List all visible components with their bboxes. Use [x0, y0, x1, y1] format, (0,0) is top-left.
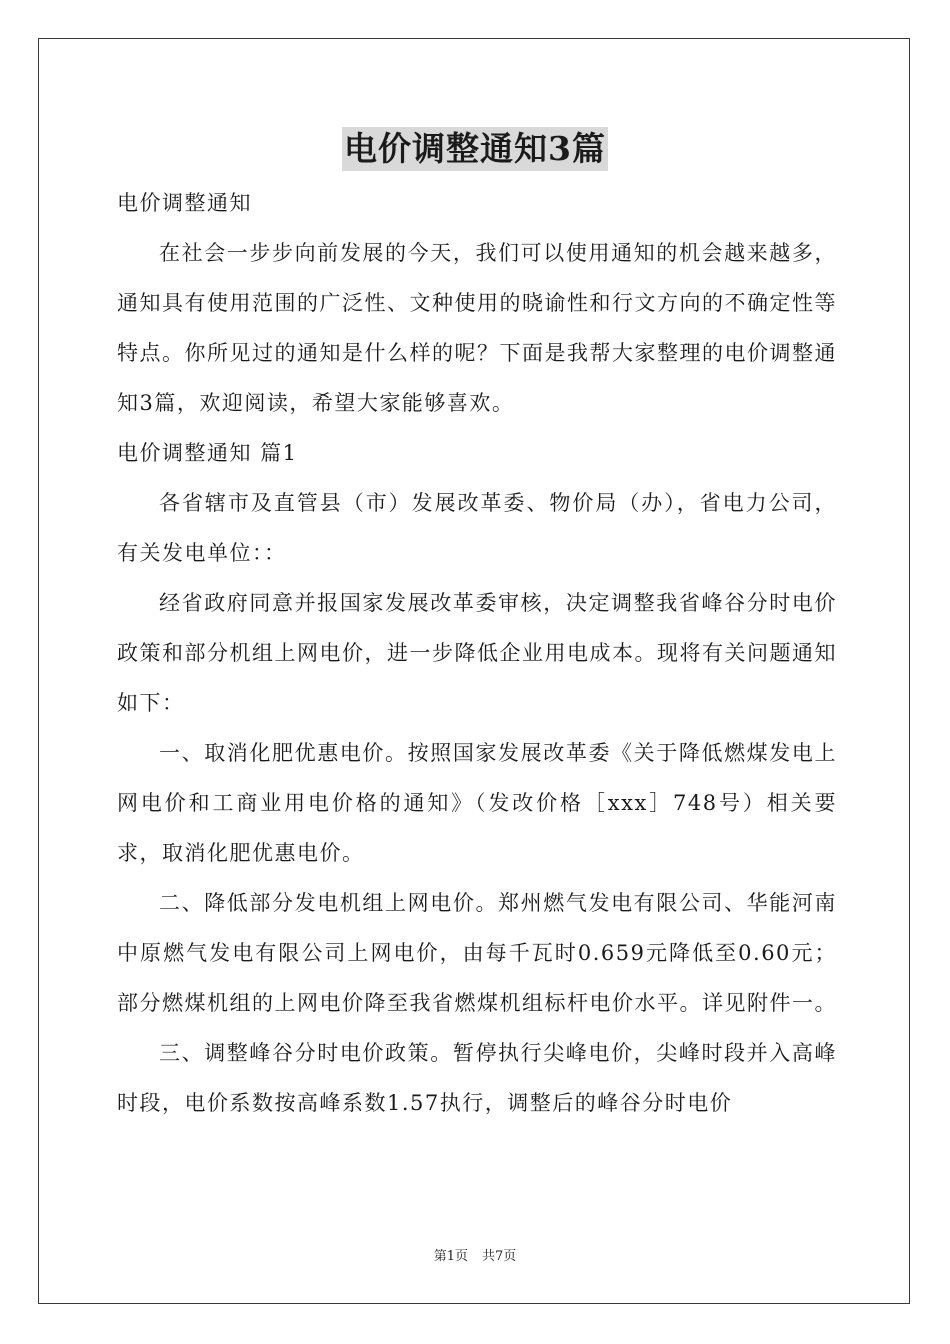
page-total: 共7页	[482, 1249, 517, 1264]
item-one-paragraph: 一、取消化肥优惠电价。按照国家发展改革委《关于降低燃煤发电上网电价和工商业用电价格的通知》（发改价格［xxx］748号）相关要求，取消化肥优惠电价。	[117, 741, 837, 865]
item-three-paragraph: 三、调整峰谷分时电价政策。暂停执行尖峰电价，尖峰时段并入高峰时段，电价系数按高峰系数1.57执行，调整后的峰谷分时电价	[117, 1041, 837, 1115]
section-heading: 电价调整通知	[117, 191, 252, 215]
page-number: 第1页	[433, 1249, 468, 1264]
body-paragraph: 经省政府同意并报国家发展改革委审核，决定调整我省峰谷分时电价政策和部分机组上网电价，进一步降低企业用电成本。现将有关问题通知如下：	[117, 591, 837, 715]
page-footer	[0, 1248, 950, 1266]
document-title	[0, 127, 950, 171]
document-title-text: 电价调整通知3篇	[342, 127, 608, 171]
document-body	[117, 178, 837, 1128]
addressee-paragraph: 各省辖市及直管县（市）发展改革委、物价局（办），省电力公司，有关发电单位：：	[117, 491, 837, 565]
article-heading: 电价调整通知 篇1	[117, 441, 298, 465]
intro-paragraph: 在社会一步步向前发展的今天，我们可以使用通知的机会越来越多，通知具有使用范围的广泛性、文种使用的晓谕性和行文方向的不确定性等特点。你所见过的通知是什么样的呢？下面是我帮大家整理的电价调整通知3篇，欢迎阅读，希望大家能够喜欢。	[117, 241, 837, 415]
item-two-paragraph: 二、降低部分发电机组上网电价。郑州燃气发电有限公司、华能河南中原燃气发电有限公司上网电价，由每千瓦时0.659元降低至0.60元；部分燃煤机组的上网电价降至我省燃煤机组标杆电价水平。详见附件一。	[117, 891, 837, 1015]
